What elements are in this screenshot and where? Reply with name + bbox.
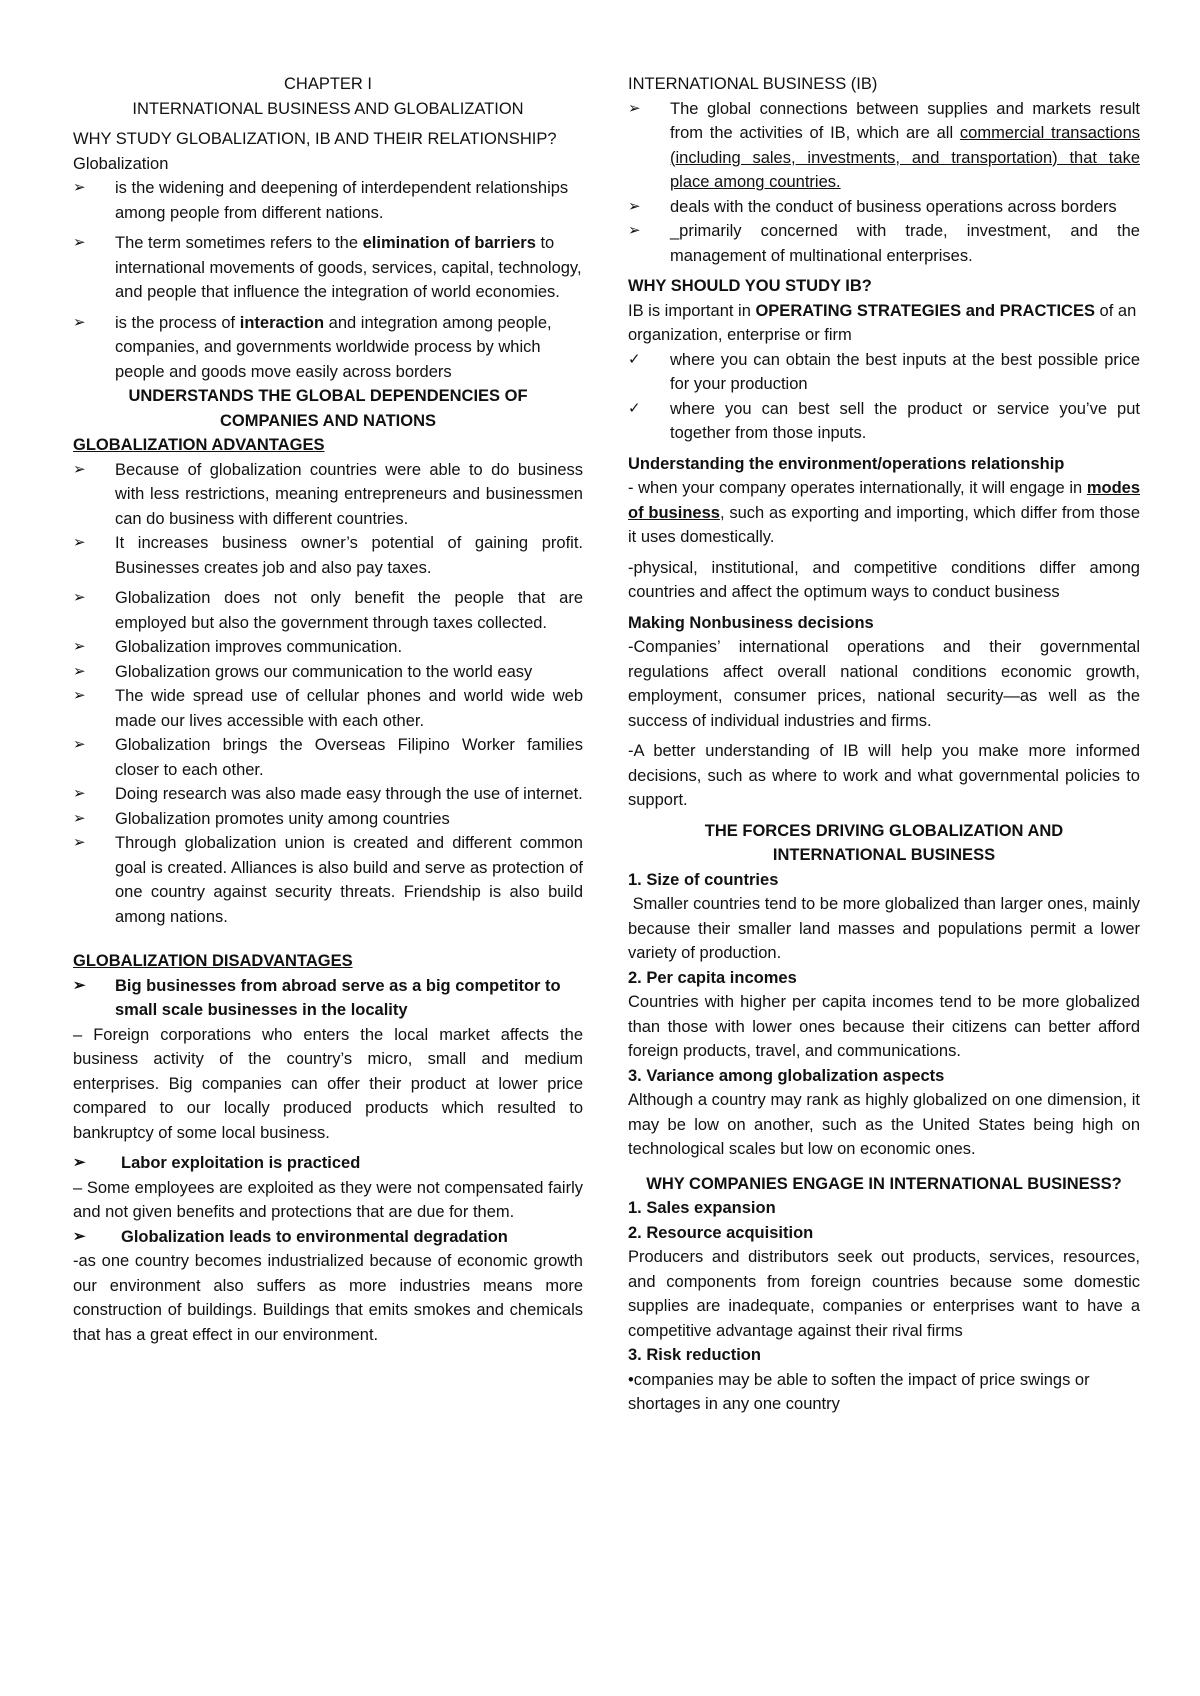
advantages-list xyxy=(73,458,583,930)
arrow-bullet-icon: ➢ xyxy=(628,197,641,215)
globalization-label: Globalization xyxy=(73,154,169,173)
advantage-item: ➢ Because of globalization countries were able to do business with less restrictions, meaning entrepreneurs and businessmen can do business with different countries. xyxy=(73,458,583,532)
force-title: 1. Size of countries xyxy=(628,870,779,889)
arrow-bullet-icon: ➢ xyxy=(73,785,86,802)
why-ib-heading: WHY SHOULD YOU STUDY IB? xyxy=(628,277,872,295)
advantage-item: ➢ Globalization does not only benefit the people that are employed but also the government through taxes collected. xyxy=(73,586,583,635)
disadvantage-title: ➢ Labor exploitation is practiced xyxy=(73,1151,583,1176)
check-item: ✓ where you can obtain the best inputs at the best possible price for your production xyxy=(628,348,1140,397)
arrow-bullet-icon: ➢ xyxy=(73,234,86,251)
checks-list xyxy=(628,348,1140,446)
why-ib-text: IB is important in OPERATING STRATEGIES and PRACTICES of an organization, enterprise or firm xyxy=(628,301,1137,344)
reason-title: 1. Sales expansion xyxy=(628,1199,776,1217)
advantage-item: ➢ Globalization promotes unity among countries xyxy=(73,807,583,832)
arrow-bullet-icon: ➢ xyxy=(73,809,86,827)
arrow-bullet-icon: ➢ xyxy=(73,736,86,753)
force-text: Smaller countries tend to be more globalized than larger ones, mainly because their smaller land masses and populations permit a lower variety of production. xyxy=(628,895,1145,962)
arrow-bullet-icon: ➢ xyxy=(73,313,86,331)
arrow-bullet-icon: ➢ xyxy=(73,534,86,551)
advantage-item: ➢ The wide spread use of cellular phones and world wide web made our lives accessible with each other. xyxy=(73,684,583,733)
checkmark-icon: ✓ xyxy=(628,350,641,368)
disadvantage-text: – Some employees are exploited as they were not compensated fairly and not given benefits and protections that are due for them. xyxy=(73,1178,583,1221)
disadvantages-heading: GLOBALIZATION DISADVANTAGES xyxy=(73,952,353,970)
arrow-bullet-icon: ➢ xyxy=(73,1154,86,1171)
advantage-item: ➢ Through globalization union is created and different common goal is created. Alliances is also build and serve as protection of one country against security threats. Friendship is also build among nations. xyxy=(73,831,583,929)
arrow-bullet-icon: ➢ xyxy=(73,589,86,606)
arrow-bullet-icon: ➢ xyxy=(73,662,86,680)
disadvantage-title: ➢ Globalization leads to environmental degradation xyxy=(73,1225,583,1250)
forces-heading: THE FORCES DRIVING GLOBALIZATION AND INTERNATIONAL BUSINESS xyxy=(704,821,1064,864)
left-column xyxy=(73,72,583,1347)
arrow-bullet-icon: ➢ xyxy=(73,638,86,655)
advantage-item: ➢ Globalization brings the Overseas Filipino Worker families closer to each other. xyxy=(73,733,583,782)
check-item: ✓ where you can best sell the product or service you’ve put together from those inputs. xyxy=(628,397,1140,446)
advantage-item: ➢ It increases business owner’s potential of gaining profit. Businesses creates job and also pay taxes. xyxy=(73,531,583,580)
ib-heading: INTERNATIONAL BUSINESS (IB) xyxy=(628,75,878,93)
env-text-2: -physical, institutional, and competitive conditions differ among countries and affect the optimum ways to conduct business xyxy=(628,558,1140,601)
ib-item: ➢ _primarily concerned with trade, investment, and the management of multinational enterprises. xyxy=(628,219,1140,268)
arrow-bullet-icon: ➢ xyxy=(73,1227,86,1245)
definition-item: ➢ is the widening and deepening of interdependent relationships among people from different nations. xyxy=(73,176,583,225)
advantages-heading: GLOBALIZATION ADVANTAGES xyxy=(73,436,325,454)
force-title: 2. Per capita incomes xyxy=(628,968,797,987)
nonbusiness-text-2: -A better understanding of IB will help you make more informed decisions, such as where to work and what governmental policies to support. xyxy=(628,742,1140,809)
disadvantage-text: -as one country becomes industrialized because of economic growth our environment also suffers as more industries means more construction of buildings. Buildings that emits smokes and chemicals that has a great effect in our environment. xyxy=(73,1252,583,1344)
reason-text: Producers and distributors seek out products, services, resources, and components from foreign countries because some domestic supplies are inadequate, companies or enterprises want to have a competitive advantage against their rival firms xyxy=(628,1248,1140,1340)
force-text: Countries with higher per capita incomes tend to be more globalized than those with lower ones because their citizens can better afford foreign products, travel, and communications. xyxy=(628,993,1140,1060)
advantage-item: ➢ Globalization grows our communication to the world easy xyxy=(73,660,583,685)
force-title: 3. Variance among globalization aspects xyxy=(628,1066,945,1085)
why-companies-heading: WHY COMPANIES ENGAGE IN INTERNATIONAL BUSINESS? xyxy=(646,1174,1122,1193)
disadvantage-title: ➢ Big businesses from abroad serve as a big competitor to small scale businesses in the locality xyxy=(73,974,583,1023)
definition-item: ➢ The term sometimes refers to the elimination of barriers to international movements of goods, services, capital, technology, and people that influence the integration of world economies. xyxy=(73,231,583,305)
nonbusiness-heading: Making Nonbusiness decisions xyxy=(628,613,874,632)
definition-item: ➢ is the process of interaction and integration among people, companies, and governments worldwide process by which people and goods move easily across borders xyxy=(73,311,583,385)
reason-title: 2. Resource acquisition xyxy=(628,1223,814,1242)
arrow-bullet-icon: ➢ xyxy=(73,976,86,994)
arrow-bullet-icon: ➢ xyxy=(628,222,641,239)
why-study-heading: WHY STUDY GLOBALIZATION, IB AND THEIR RELATIONSHIP? xyxy=(73,130,557,148)
ib-item: ➢ The global connections between supplies and markets result from the activities of IB, which are all commercial transactions (including sales, investments, and transportation) that take place among countries. xyxy=(628,97,1140,195)
disadvantage-text: – Foreign corporations who enters the local market affects the business activity of the country’s micro, small and medium enterprises. Big companies can offer their product at lower price compared to our locally produced products which resulted to bankruptcy of some local business. xyxy=(73,1025,583,1142)
dependencies-heading: UNDERSTANDS THE GLOBAL DEPENDENCIES OF COMPANIES AND NATIONS xyxy=(128,387,528,430)
env-heading: Understanding the environment/operations relationship xyxy=(628,454,1065,473)
arrow-bullet-icon: ➢ xyxy=(73,687,86,704)
arrow-bullet-icon: ➢ xyxy=(73,834,86,851)
checkmark-icon: ✓ xyxy=(628,399,641,417)
chapter-label: CHAPTER I xyxy=(283,75,372,93)
right-column xyxy=(628,72,1145,1417)
reason-title: 3. Risk reduction xyxy=(628,1346,761,1364)
ib-item: ➢ deals with the conduct of business operations across borders xyxy=(628,195,1140,220)
reason-text: •companies may be able to soften the impact of price swings or shortages in any one country xyxy=(628,1370,1090,1413)
arrow-bullet-icon: ➢ xyxy=(628,99,641,117)
chapter-title: INTERNATIONAL BUSINESS AND GLOBALIZATION xyxy=(132,99,524,118)
arrow-bullet-icon: ➢ xyxy=(73,460,86,478)
arrow-bullet-icon: ➢ xyxy=(73,179,86,196)
env-text: - when your company operates internationally, it will engage in modes of business, such as exporting and importing, which differ from those it uses domestically. xyxy=(628,479,1141,546)
advantage-item: ➢ Doing research was also made easy through the use of internet. xyxy=(73,782,583,807)
nonbusiness-text: -Companies’ international operations and their governmental regulations affect overall national conditions economic growth, employment, consumer prices, national security—as well as the success of individual industries and firms. xyxy=(628,638,1140,730)
advantage-item: ➢ Globalization improves communication. xyxy=(73,635,583,660)
force-text: Although a country may rank as highly globalized on one dimension, it may be low on another, such as the United States being high on technological scales but low on economic ones. xyxy=(628,1091,1140,1158)
